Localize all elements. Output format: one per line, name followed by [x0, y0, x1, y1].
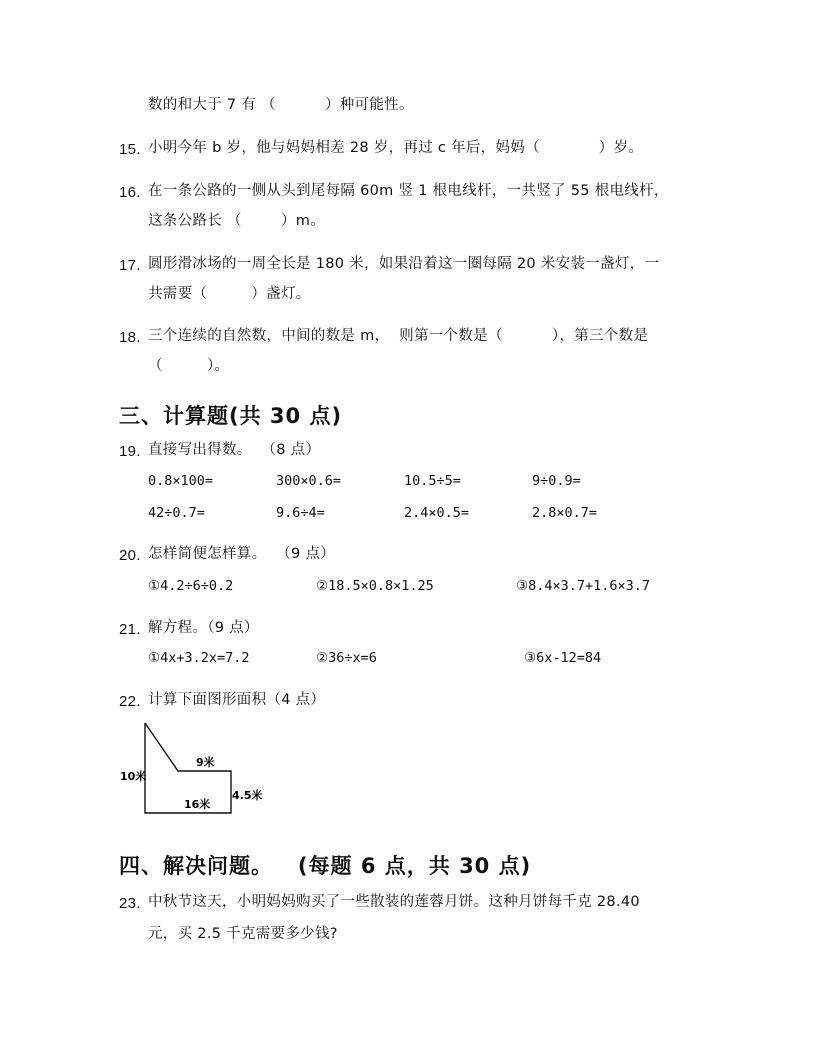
calc-item: ②36÷x=6 — [316, 650, 377, 666]
question-number: 20. — [119, 547, 141, 564]
figure-label-top: 9米 — [196, 756, 215, 769]
calc-item: 42÷0.7= — [148, 505, 205, 521]
calc-item: 300×0.6= — [276, 473, 342, 489]
calc-item: ③6x-12=84 — [524, 650, 602, 666]
question-text-line-1: 在一条公路的一侧从头到尾每隔 60m 竖 1 根电线杆，一共竖了 55 根电线杆， — [148, 183, 669, 199]
question-text-line-2: （ ）。 — [148, 358, 230, 374]
question-text: 直接写出得数。 （8 点） — [148, 442, 321, 458]
figure-label-bottom: 16米 — [184, 798, 211, 811]
calc-item: ③8.4×3.7+1.6×3.7 — [516, 578, 651, 594]
calc-item: 2.4×0.5= — [404, 505, 470, 521]
calc-item: ①4.2÷6÷0.2 — [148, 578, 234, 594]
question-text-line-2: 这条公路长 （ ）m。 — [148, 213, 326, 229]
question-text-line-1: 中秋节这天，小明妈妈购买了一些散装的莲蓉月饼。这种月饼每千克 28.40 — [148, 894, 640, 910]
question-text-line-2: 元，买 2.5 千克需要多少钱? — [148, 926, 338, 942]
section-heading-calculation: 三、计算题(共 30 点) — [119, 404, 343, 428]
question-number: 16. — [119, 184, 141, 201]
question-text: 解方程。（9 点） — [148, 620, 259, 636]
question-number: 21. — [119, 621, 141, 638]
question-number: 17. — [119, 257, 141, 274]
calc-item: 9.6÷4= — [276, 505, 325, 521]
figure-outline — [145, 723, 231, 813]
question-text-line-1: 圆形滑冰场的一周全长是 180 米，如果沿着这一圈每隔 20 米安装一盏灯，一 — [148, 256, 660, 272]
question-text-line-2: 共需要（ ）盏灯。 — [148, 286, 311, 302]
calc-item: 2.8×0.7= — [532, 505, 598, 521]
question-text: 计算下面图形面积（4 点） — [148, 692, 326, 708]
figure-label-right: 4.5米 — [232, 789, 263, 802]
calc-item: 0.8×100= — [148, 473, 214, 489]
question-number: 18. — [119, 329, 141, 346]
calc-item: ①4x+3.2x=7.2 — [148, 650, 250, 666]
question-number: 23. — [119, 895, 141, 912]
question-number: 22. — [119, 693, 141, 710]
calc-item: 9÷0.9= — [532, 473, 581, 489]
question-text-line-1: 三个连续的自然数，中间的数是 m， 则第一个数是（ ），第三个数是 — [148, 328, 649, 344]
figure-label-left: 10米 — [120, 770, 147, 783]
question-14-continuation: 数的和大于 7 有 （ ）种可能性。 — [148, 97, 414, 113]
calc-item: ②18.5×0.8×1.25 — [316, 578, 434, 594]
question-text: 怎样简便怎样算。 （9 点） — [148, 546, 336, 562]
section-heading-problems: 四、解决问题。 (每题 6 点，共 30 点) — [119, 854, 532, 878]
calc-item: 10.5÷5= — [404, 473, 461, 489]
question-text: 小明今年 b 岁，他与妈妈相差 28 岁，再过 c 年后，妈妈（ ）岁。 — [148, 140, 644, 156]
question-number: 19. — [119, 443, 141, 460]
question-number: 15. — [119, 141, 141, 158]
